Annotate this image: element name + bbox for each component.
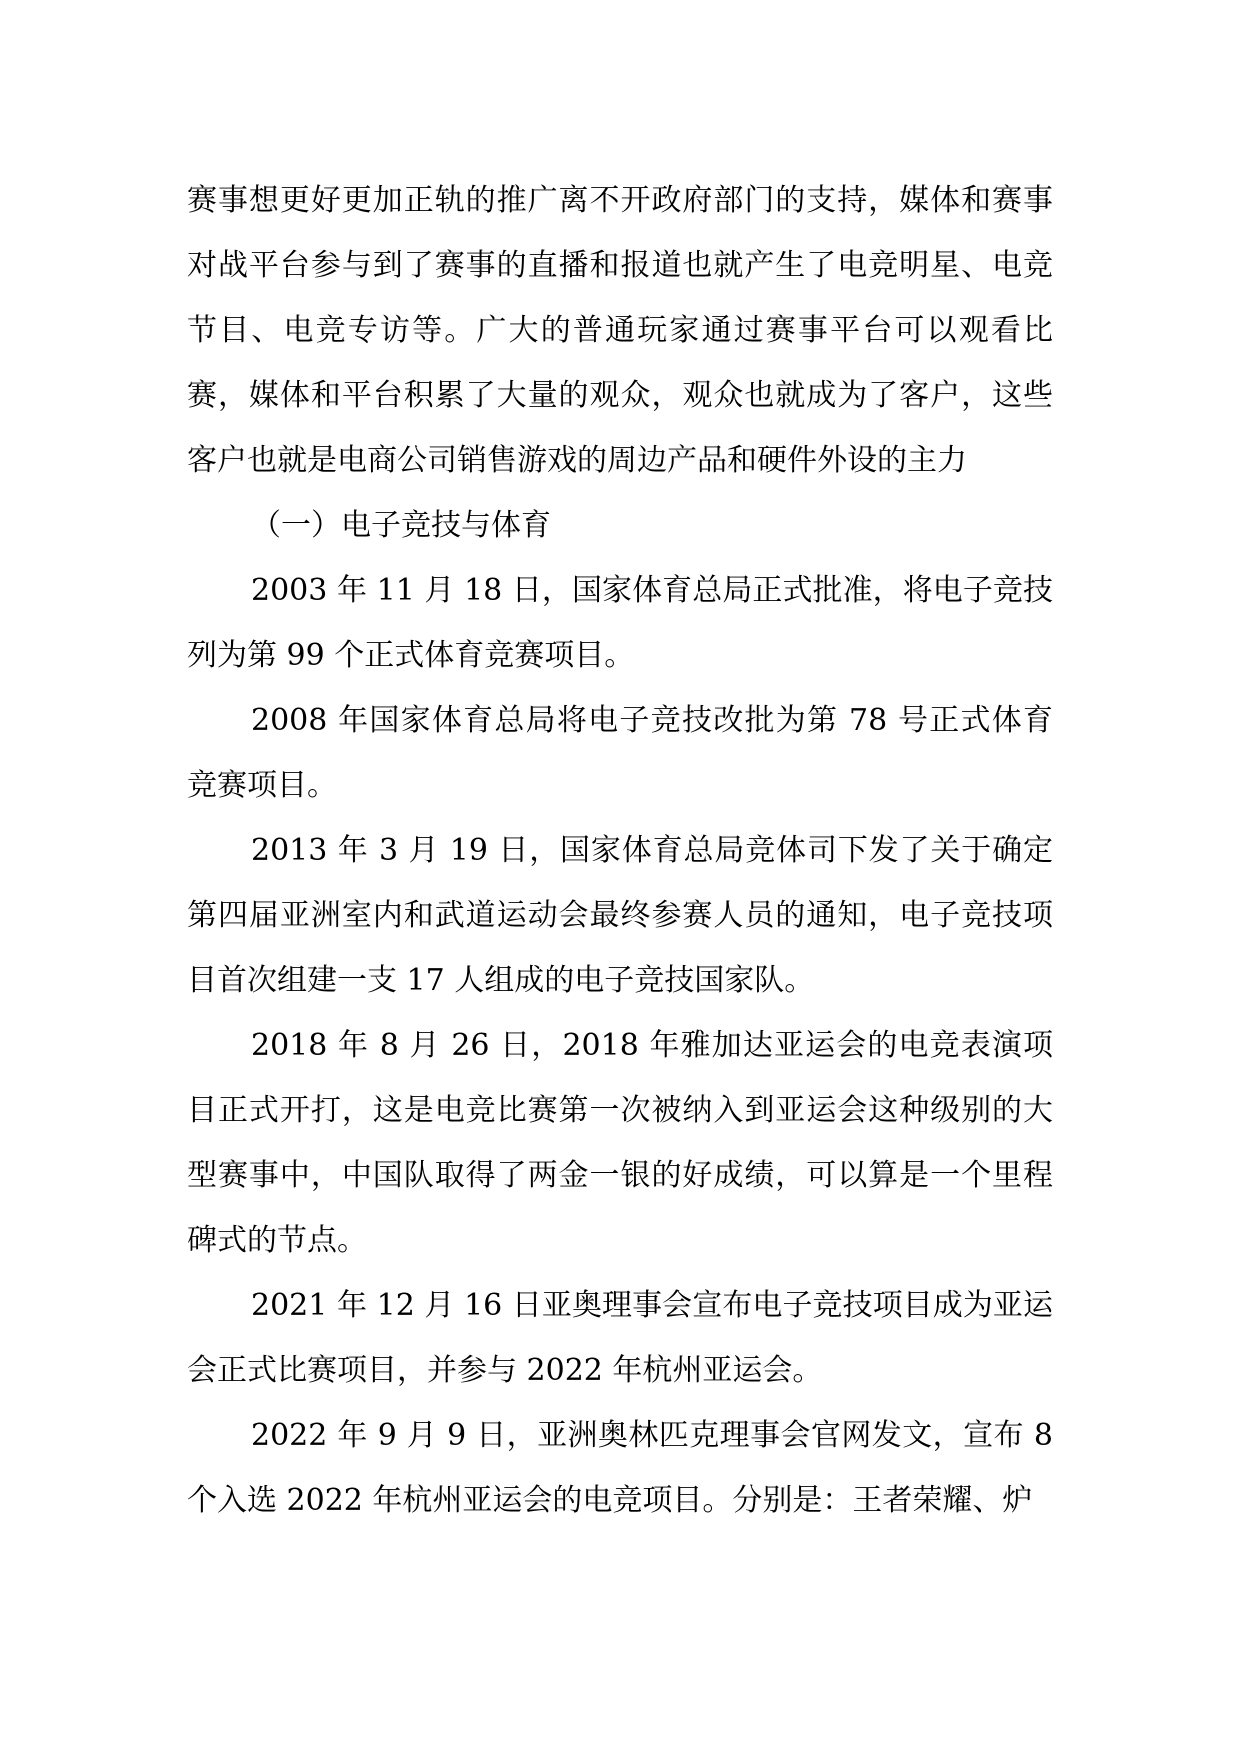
paragraph-2018: 2018 年 8 月 26 日，2018 年雅加达亚运会的电竞表演项目正式开打，这是电竞比赛第一次被纳入到亚运会这种级别的大型赛事中，中国队取得了两金一银的好成绩，可以算是一个里程碑式的节点。 bbox=[187, 1028, 1053, 1258]
intro-paragraph: 赛事想更好更加正轨的推广离不开政府部门的支持，媒体和赛事对战平台参与到了赛事的直播和报道也就产生了电竞明星、电竞节目、电竞专访等。广大的普通玩家通过赛事平台可以观看比赛，媒体和平台积累了大量的观众，观众也就成为了客户，这些客户也就是电商公司销售游戏的周边产品和硬件外设的主力 bbox=[187, 183, 1053, 478]
paragraph-2008: 2008 年国家体育总局将电子竞技改批为第 78 号正式体育竞赛项目。 bbox=[187, 703, 1053, 803]
paragraph-2003: 2003 年 11 月 18 日，国家体育总局正式批准，将电子竞技列为第 99 个正式体育竞赛项目。 bbox=[187, 573, 1053, 673]
paragraph-2021: 2021 年 12 月 16 日亚奥理事会宣布电子竞技项目成为亚运会正式比赛项目，并参与 2022 年杭州亚运会。 bbox=[187, 1288, 1053, 1388]
section-heading: （一）电子竞技与体育 bbox=[251, 508, 551, 543]
document-body bbox=[187, 168, 1053, 1533]
paragraph-2022: 2022 年 9 月 9 日，亚洲奥林匹克理事会官网发文，宣布 8 个入选 2022 年杭州亚运会的电竞项目。分别是：王者荣耀、炉 bbox=[187, 1418, 1053, 1518]
paragraph-2013: 2013 年 3 月 19 日，国家体育总局竞体司下发了关于确定第四届亚洲室内和武道运动会最终参赛人员的通知，电子竞技项目首次组建一支 17 人组成的电子竞技国家队。 bbox=[187, 833, 1053, 998]
